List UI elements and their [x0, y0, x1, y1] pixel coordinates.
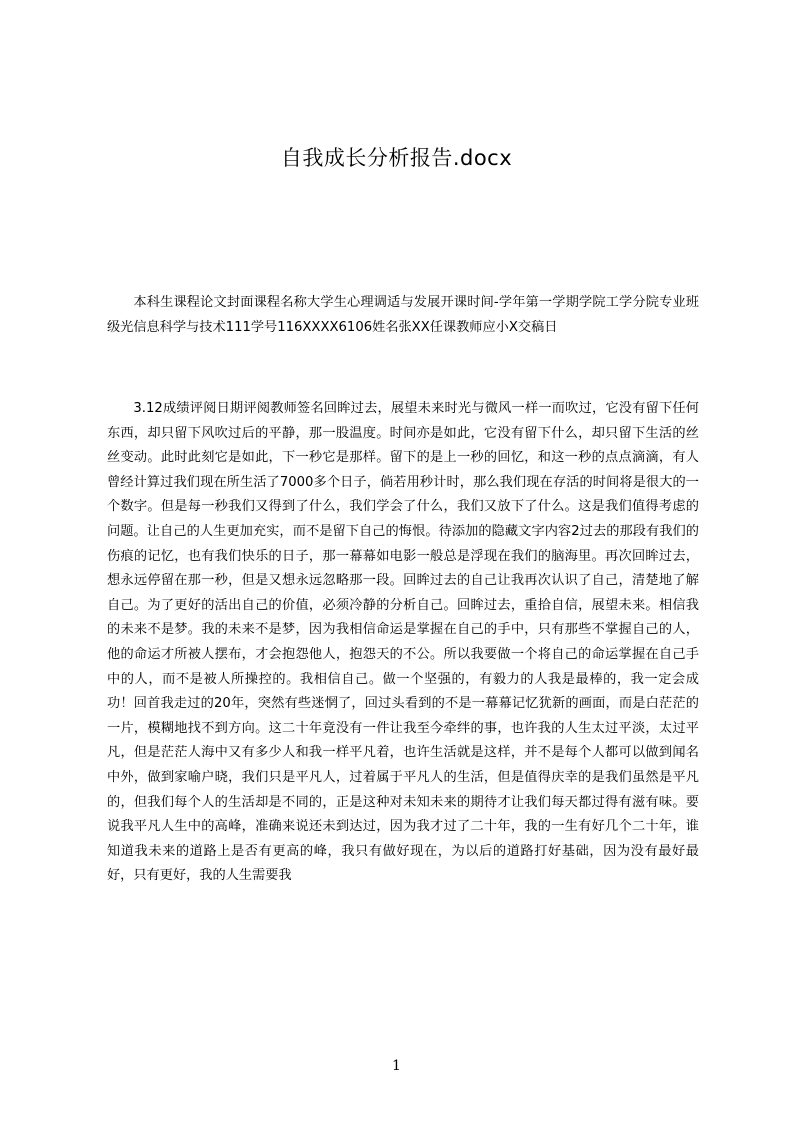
- cover-info-paragraph: 本科生课程论文封面课程名称大学生心理调适与发展开课时间-学年第一学期学院工学分院专业班级光信息科学与技术111学号116XXXX6106姓名张XX任课教师应小X交稿日: [107, 295, 699, 335]
- page-number: 1: [392, 1058, 401, 1074]
- document-title: 自我成长分析报告.docx: [280, 146, 513, 170]
- body-paragraph: 3.12成绩评阅日期评阅教师签名回眸过去，展望未来时光与微风一样一而吹过，它没有留下任何东西，却只留下风吹过后的平静，那一股温度。时间亦是如此，它没有留下什么，却只留下生活的丝丝变动。此时此刻它是如此，下一秒它是那样。留下的是上一秒的回忆，和这一秒的点点滴滴，有人曾经计算过我们现在所生活了7000多个日子，倘若用秒计时，那么我们现在存活的时间将是很大的一个数字。但是每一秒我们又得到了什么，我们学会了什么，我们又放下了什么。这是我们值得考虑的问题。让自己的人生更加充实，而不是留下自己的悔恨。待添加的隐藏文字内容2过去的那段有我们的伤痕的记忆，也有我们快乐的日子，那一幕幕如电影一般总是浮现在我们的脑海里。再次回眸过去，想永远停留在那一秒，但是又想永远忽略那一段。回眸过去的自己让我再次认识了自己，清楚地了解自己。为了更好的活出自己的价值，必须冷静的分析自己。回眸过去，重拾自信，展望未来。相信我的未来不是梦。我的未来不是梦，因为我相信命运是掌握在自己的手中，只有那些不掌握自己的人，他的命运才所被人摆布，才会抱怨他人，抱怨天的不公。所以我要做一个将自己的命运掌握在自己手中的人，而不是被人所操控的。我相信自己。做一个坚强的，有毅力的人我是最棒的，我一定会成功！回首我走过的20年，突然有些迷惘了，回过头看到的不是一幕幕记忆犹新的画面，而是白茫茫的一片，模糊地找不到方向。这二十年竟没有一件让我至今牵绊的事，也许我的人生太过平淡，太过平凡，但是茫茫人海中又有多少人和我一样平凡着，也许生活就是这样，并不是每个人都可以做到闻名中外，做到家喻户晓，我们只是平凡人，过着属于平凡人的生活，但是值得庆幸的是我们虽然是平凡的，但我们每个人的生活却是不同的，正是这种对未知未来的期待才让我们每天都过得有滋有味。要说我平凡人生中的高峰，准确来说还未到达过，因为我才过了二十年，我的一生有好几个二十年，谁知道我未来的道路上是否有更高的峰，我只有做好现在，为以后的道路打好基础，因为没有最好最好，只有更好，我的人生需要我: [107, 401, 699, 884]
